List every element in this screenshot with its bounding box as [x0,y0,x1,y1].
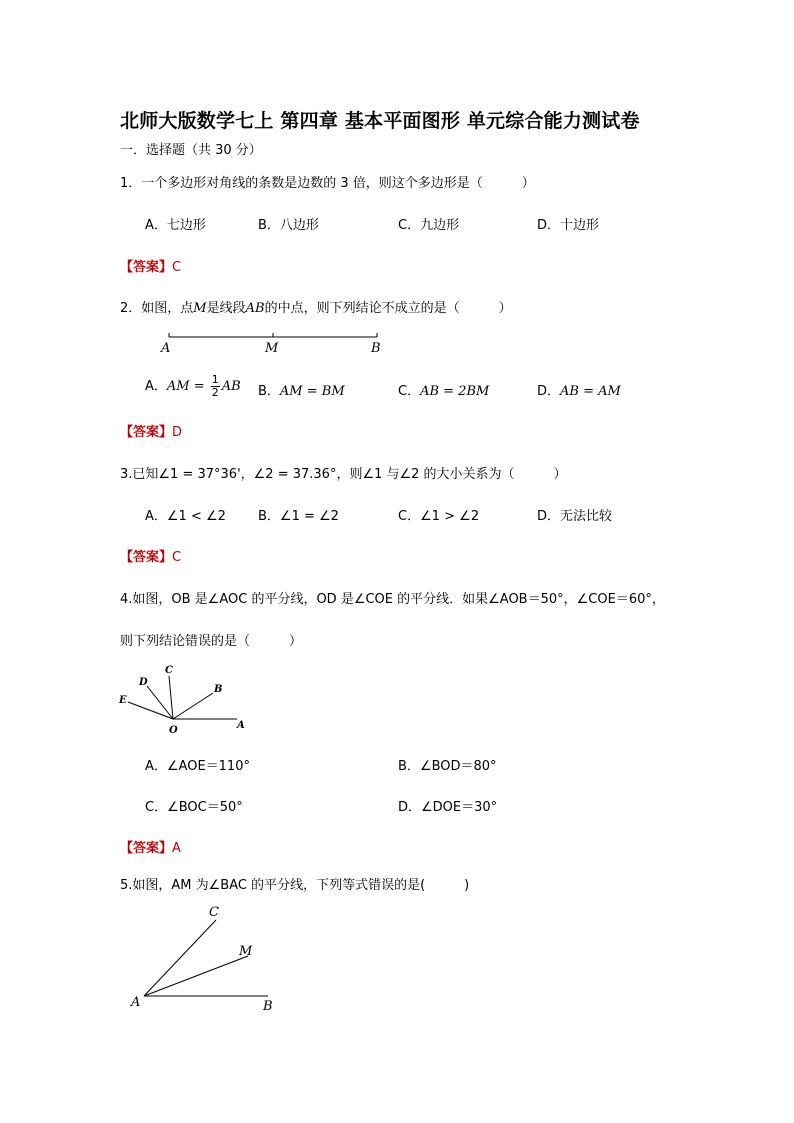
answer-value: C [172,550,182,565]
fraction-denominator: 2 [211,386,219,399]
label-a: A [131,995,141,1010]
section-heading: 一．选择题（共 30 分） [120,143,262,158]
label-d: D [139,677,148,688]
q1-answer [120,256,181,275]
answer-value: D [172,425,183,440]
option-expr: AB = AM [560,384,621,399]
q2-stem-part: 是线段 [206,301,246,316]
label-c: C [165,665,173,676]
q2-stem-part: 的中点，则下列结论不成立的是（ ） [264,301,512,316]
label-c: C [209,905,219,920]
page-title: 北师大版数学七上 第四章 基本平面图形 单元综合能力测试卷 [120,110,640,132]
question-2-stem [120,297,512,316]
answer-value: A [172,841,181,856]
q1-option-a: A．七边形 [145,218,206,233]
q3-option-b: B．∠1 = ∠2 [258,509,339,524]
q1-option-c: C．九边形 [398,218,460,233]
q5-angle-figure [125,900,285,1015]
q4-option-b: B．∠BOD＝80° [398,759,497,774]
option-expr: AB [221,379,241,394]
q2-stem-var-m: M [193,301,207,316]
label-b: B [371,341,381,356]
label-a: A [237,720,245,731]
q3-answer [120,546,181,565]
option-expr: AM = BM [279,384,345,399]
q2-answer [120,421,182,440]
q2-stem-part: 2．如图，点 [120,301,194,316]
ray-am [144,956,248,996]
q1-option-d: D．十边形 [537,218,600,233]
q2-stem-var-ab: AB [245,301,265,316]
q4-angle-figure [112,660,262,740]
label-m: M [239,944,253,959]
question-5-stem: 5.如图，AM 为∠BAC 的平分线，下列等式错误的是( ) [120,878,470,893]
fraction-half [211,374,220,399]
q3-option-d: D．无法比较 [537,509,613,524]
q4-answer [120,837,181,856]
answer-tag: 【答案】 [120,425,173,440]
question-4-stem-line-2: 则下列结论错误的是（ ） [120,634,303,649]
option-expr: AB = 2BM [420,384,490,399]
label-m: M [265,341,279,356]
answer-tag: 【答案】 [120,550,173,565]
fraction-numerator: 1 [211,373,219,386]
q3-option-a: A．∠1 < ∠2 [145,509,226,524]
option-prefix: B． [258,384,280,399]
q4-option-d: D．∠DOE＝30° [398,800,498,815]
answer-tag: 【答案】 [120,841,173,856]
q4-option-a: A．∠AOE＝110° [145,759,250,774]
question-1-stem: 1．一个多边形对角线的条数是边数的 3 倍，则这个多边形是（ ） [120,176,535,191]
answer-value: C [172,260,182,275]
q1-option-b: B．八边形 [258,218,319,233]
option-prefix: D． [537,384,561,399]
option-prefix: C． [398,384,421,399]
ray-ob [173,693,213,719]
question-4-stem-line-1: 4.如图，OB 是∠AOC 的平分线，OD 是∠COE 的平分线．如果∠AOB＝50°，∠COE＝60°， [120,592,665,607]
ray-oc [169,676,173,719]
q2-option-b [258,380,345,399]
option-prefix: A． [145,379,167,394]
q2-option-a [145,372,241,402]
option-expr: AM = [166,379,209,394]
q3-option-c: C．∠1 > ∠2 [398,509,480,524]
question-3-stem: 3.已知∠1 = 37°36'，∠2 = 37.36°，则∠1 与∠2 的大小关系为（ ） [120,467,567,482]
q2-segment-figure [155,328,395,358]
q2-option-c [398,380,489,399]
label-o: O [169,725,178,736]
label-a: A [161,341,171,356]
q4-option-c: C．∠BOC＝50° [145,800,243,815]
ray-ac [144,920,216,996]
label-e: E [119,695,127,706]
answer-tag: 【答案】 [120,260,173,275]
label-b: B [214,684,223,695]
label-b: B [263,999,273,1014]
q2-option-d [537,380,621,399]
